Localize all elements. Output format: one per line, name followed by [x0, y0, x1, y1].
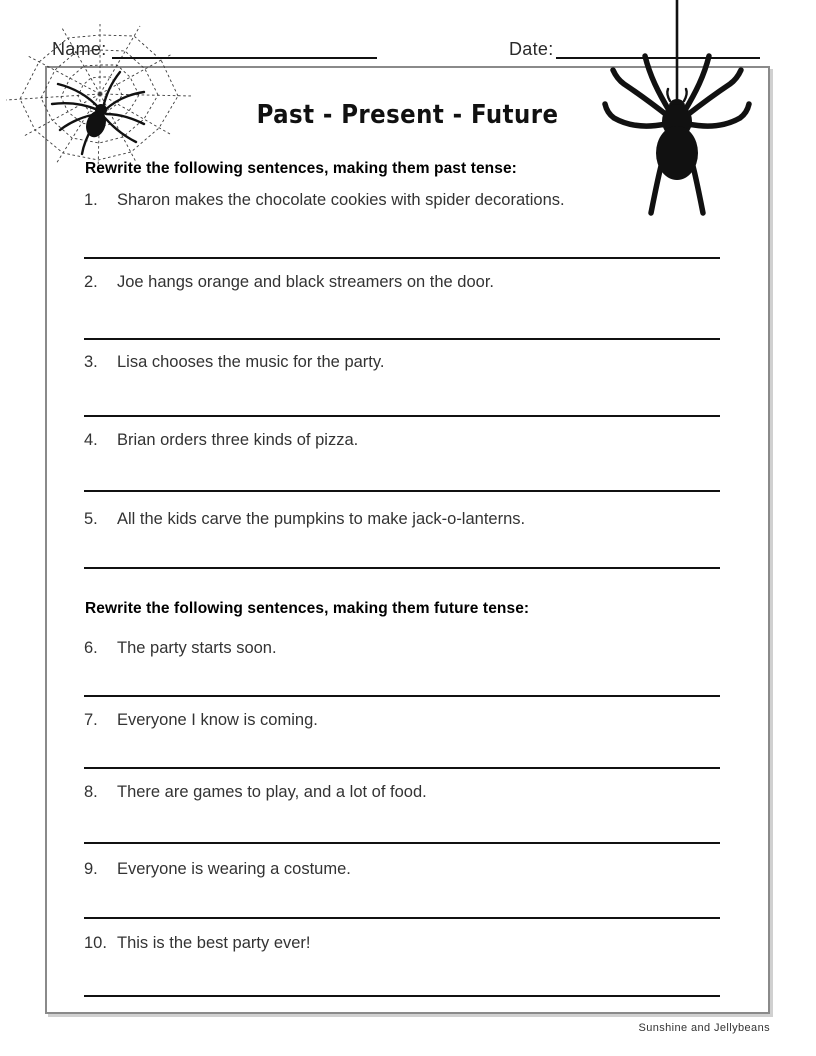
- section-2-instruction: Rewrite the following sentences, making them future tense:: [85, 600, 530, 617]
- item-sentence: There are games to play, and a lot of food.: [117, 783, 427, 801]
- worksheet-item-6: [84, 638, 704, 658]
- name-field-line[interactable]: [112, 41, 377, 59]
- worksheet-item-7: [84, 710, 704, 730]
- item-number: 2.: [84, 273, 98, 291]
- footer-credit: Sunshine and Jellybeans: [638, 1022, 770, 1034]
- date-label: Date:: [509, 39, 554, 59]
- item-number: 3.: [84, 353, 98, 371]
- item-sentence: Brian orders three kinds of pizza.: [117, 431, 359, 449]
- item-number: 5.: [84, 510, 98, 528]
- item-sentence: All the kids carve the pumpkins to make jack-o-lanterns.: [117, 510, 526, 528]
- item-sentence: This is the best party ever!: [117, 934, 311, 952]
- worksheet-item-8: [84, 782, 704, 802]
- item-number: 8.: [84, 783, 98, 801]
- item-sentence: Sharon makes the chocolate cookies with spider decorations.: [117, 191, 565, 209]
- answer-line-7[interactable]: [84, 767, 720, 769]
- worksheet-item-2: [84, 272, 704, 292]
- worksheet-title: Past - Present - Future: [256, 100, 559, 130]
- answer-line-3[interactable]: [84, 415, 720, 417]
- item-number: 10.: [84, 934, 107, 952]
- worksheet-item-1: [84, 190, 704, 210]
- section-1-instruction: Rewrite the following sentences, making them past tense:: [85, 160, 517, 177]
- answer-line-6[interactable]: [84, 695, 720, 697]
- date-field-line[interactable]: [556, 41, 760, 59]
- worksheet-item-4: [84, 430, 704, 450]
- item-sentence: Everyone I know is coming.: [117, 711, 318, 729]
- answer-line-10[interactable]: [84, 995, 720, 997]
- answer-line-4[interactable]: [84, 490, 720, 492]
- item-number: 9.: [84, 860, 98, 878]
- worksheet-item-10: [84, 933, 704, 953]
- answer-line-9[interactable]: [84, 917, 720, 919]
- worksheet-item-5: [84, 509, 704, 529]
- item-number: 4.: [84, 431, 98, 449]
- answer-line-1[interactable]: [84, 257, 720, 259]
- item-number: 6.: [84, 639, 98, 657]
- name-label: Name:: [52, 39, 107, 59]
- worksheet-item-3: [84, 352, 704, 372]
- item-sentence: Joe hangs orange and black streamers on the door.: [117, 273, 494, 291]
- answer-line-5[interactable]: [84, 567, 720, 569]
- answer-line-8[interactable]: [84, 842, 720, 844]
- item-number: 1.: [84, 191, 98, 209]
- worksheet-item-9: [84, 859, 704, 879]
- item-sentence: Lisa chooses the music for the party.: [117, 353, 385, 371]
- item-sentence: The party starts soon.: [117, 639, 277, 657]
- item-number: 7.: [84, 711, 98, 729]
- answer-line-2[interactable]: [84, 338, 720, 340]
- item-sentence: Everyone is wearing a costume.: [117, 860, 351, 878]
